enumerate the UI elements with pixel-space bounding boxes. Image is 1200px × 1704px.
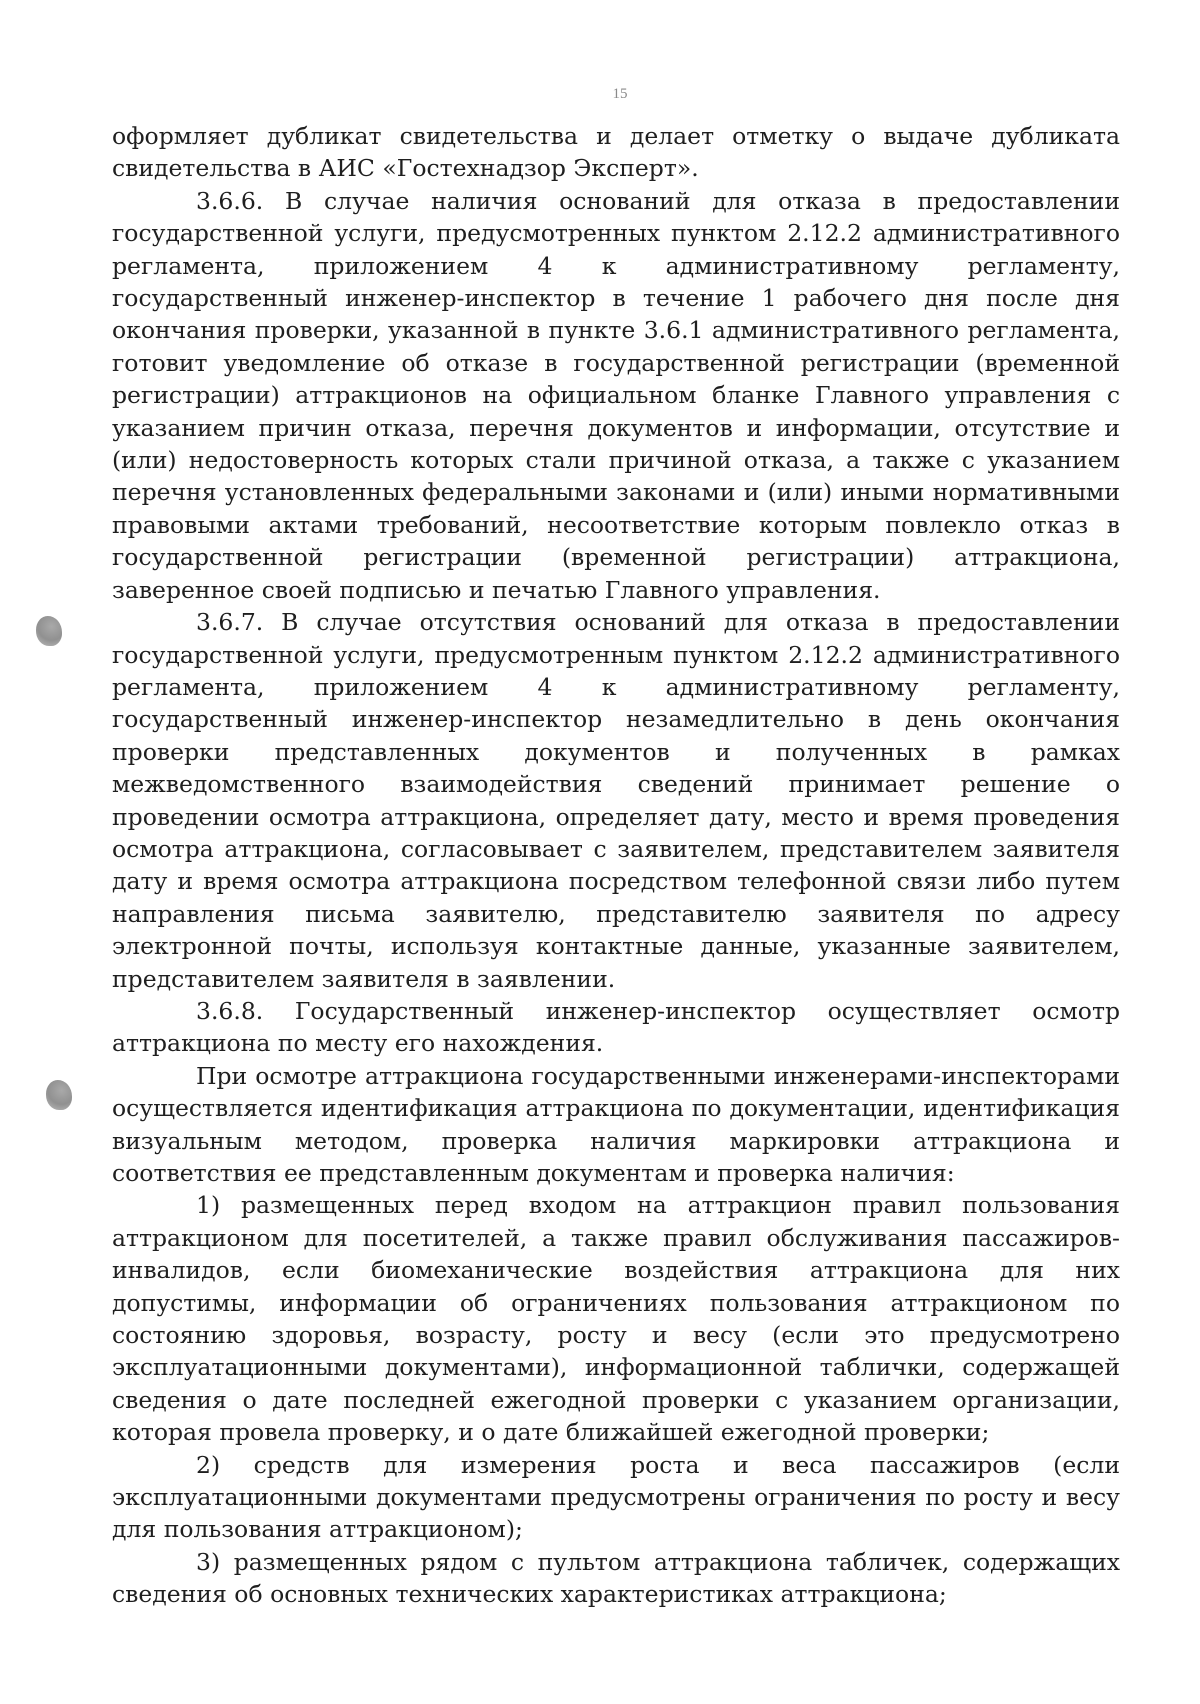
- paragraph-3-6-6: 3.6.6. В случае наличия оснований для отказа в предоставлении государственной услуги, предусмотренных пунктом 2.12.2 административного регламента, приложением 4 к административному регламенту, государственный инженер-инспектор в течение 1 рабочего дня после дня окончания проверки, указанной в пункте 3.6.1 административного регламента, готовит уведомление об отказе в государственной регистрации (временной регистрации) аттракционов на официальном бланке Главного управления с указанием причин отказа, перечня документов и информации, отсутствие и (или) недостоверность которых стали причиной отказа, а также с указанием перечня установленных федеральными законами и (или) иными нормативными правовыми актами требований, несоответствие которым повлекло отказ в государственной регистрации (временной регистрации) аттракциона, заверенное своей подписью и печатью Главного управления.: [112, 186, 1120, 604]
- paragraph-3-6-7: 3.6.7. В случае отсутствия оснований для отказа в предоставлении государственной услуги, предусмотренным пунктом 2.12.2 административного регламента, приложением 4 к административному регламенту, государственный инженер-инспектор незамедлительно в день окончания проверки представленных документов и полученных в рамках межведомственного взаимодействия сведений принимает решение о проведении осмотра аттракциона, определяет дату, место и время проведения осмотра аттракциона, согласовывает с заявителем, представителем заявителя дату и время осмотра аттракциона посредством телефонной связи либо путем направления письма заявителю, представителю заявителя по адресу электронной почты, используя контактные данные, указанные заявителем, представителем заявителя в заявлении.: [112, 608, 1120, 993]
- list-item-3: 3) размещенных рядом с пультом аттракциона табличек, содержащих сведения об основных технических характеристиках аттракциона;: [112, 1547, 1120, 1609]
- punch-hole-mark: [36, 616, 62, 646]
- list-item-2: 2) средств для измерения роста и веса пассажиров (если эксплуатационными документами предусмотрены ограничения по росту и весу для пользования аттракционом);: [112, 1450, 1120, 1544]
- paragraph-continuation: оформляет дубликат свидетельства и делает отметку о выдаче дубликата свидетельства в АИС «Гостехнадзор Эксперт».: [112, 122, 1120, 183]
- paragraph-inspection: При осмотре аттракциона государственными инженерами-инспекторами осуществляется идентификация аттракциона по документации, идентификация визуальным методом, проверка наличия маркировки аттракциона и соответствия ее представленным документам и проверка наличия:: [112, 1061, 1120, 1187]
- list-item-1: 1) размещенных перед входом на аттракцион правил пользования аттракционом для посетителей, а также правил обслуживания пассажиров-инвалидов, если биомеханические воздействия аттракциона для них допустимы, информации об ограничениях пользования аттракционом по состоянию здоровья, возрасту, росту и весу (если это предусмотрено эксплуатационными документами), информационной таблички, содержащей сведения о дате последней ежегодной проверки с указанием организации, которая провела проверку, и о дате ближайшей ежегодной проверки;: [112, 1191, 1120, 1447]
- document-body: [112, 120, 1120, 1611]
- page-number: 15: [612, 86, 628, 102]
- paragraph-3-6-8: 3.6.8. Государственный инженер-инспектор осуществляет осмотр аттракциона по месту его нахождения.: [112, 996, 1120, 1058]
- punch-hole-mark: [46, 1080, 72, 1110]
